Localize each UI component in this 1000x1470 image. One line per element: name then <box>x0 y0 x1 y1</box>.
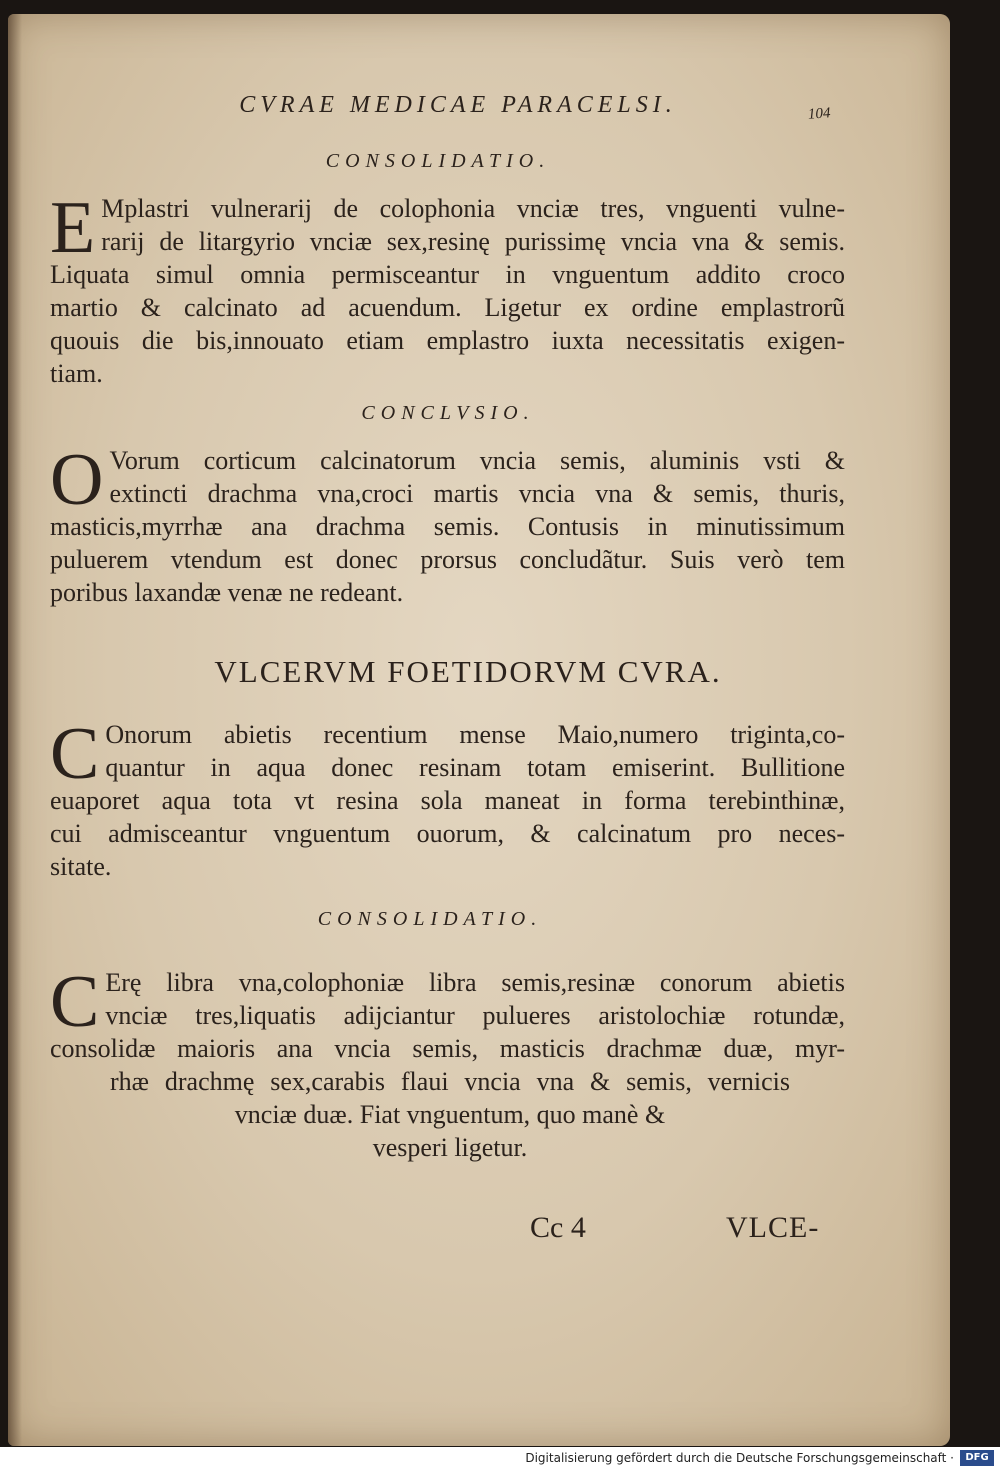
text-line: Onorum abietis recentium mense Maio,numero triginta,co- <box>105 720 845 749</box>
dropcap: C <box>50 961 100 1043</box>
dropcap: O <box>50 439 104 521</box>
paragraph-conclusio <box>50 439 845 609</box>
text-line: martio & calcinato ad acuendum. Ligetur ex ordine emplastrorũ <box>50 293 845 322</box>
dropcap: C <box>50 713 100 795</box>
dfg-logo: DFG <box>960 1450 994 1466</box>
digitization-footer <box>0 1447 1000 1470</box>
text-line: puluerem vtendum est donec prorsus concludãtur. Suis verò tem <box>50 545 845 574</box>
section-heading-consolidatio-1: CONSOLIDATIO. <box>325 150 551 172</box>
funding-credit: Digitalisierung gefördert durch die Deutsche Forschungsgemeinschaft · <box>525 1451 954 1465</box>
dropcap: E <box>50 187 96 269</box>
text-line: Vorum corticum calcinatorum vncia semis, aluminis vsti & <box>109 446 845 475</box>
text-line: masticis,myrrhæ ana drachma semis. Contusis in minutissimum <box>50 512 845 541</box>
text-line: cui admisceantur vnguentum ouorum, & calcinatum pro neces- <box>50 819 845 848</box>
text-line: vesperi ligetur. <box>372 1133 528 1162</box>
text-line: Mplastri vulnerarij de colophonia vnciæ tres, vnguenti vulne- <box>101 194 845 223</box>
paragraph-consolidatio-2 <box>50 961 845 1164</box>
text-line: quouis die bis,innouato etiam emplastro iuxta necessitatis exigen- <box>50 326 845 355</box>
section-heading-conclusio: CONCLVSIO. <box>361 402 535 424</box>
chapter-title: VLCERVM FOETIDORVM CVRA. <box>214 654 722 689</box>
catchword: VLCE- <box>726 1211 820 1244</box>
text-line: rhæ drachmę sex,carabis flaui vncia vna & semis, vernicis <box>110 1067 790 1096</box>
text-line: sitate. <box>50 852 112 881</box>
text-line: consolidæ maioris ana vncia semis, masticis drachmæ duæ, myr- <box>50 1034 845 1063</box>
paragraph-ulcerum-cura <box>50 713 845 883</box>
section-heading-consolidatio-2: CONSOLIDATIO. <box>317 908 543 930</box>
text-line: euaporet aqua tota vt resina sola maneat in forma terebinthinæ, <box>50 786 845 815</box>
text-line: Erę libra vna,colophoniæ libra semis,resinæ conorum abietis <box>105 968 845 997</box>
signature-mark: Cc 4 <box>530 1211 586 1244</box>
folio-number: 104 <box>807 105 831 123</box>
paragraph-consolidatio-1 <box>50 187 845 390</box>
book-page <box>8 14 950 1446</box>
text-line: extincti drachma vna,croci martis vncia vna & semis, thuris, <box>109 479 845 508</box>
text-line: rarij de litargyrio vnciæ sex,resinę purissimę vncia vna & semis. <box>101 227 845 256</box>
text-line: tiam. <box>50 359 103 388</box>
text-line: vnciæ tres,liquatis adijciantur pulueres aristolochiæ rotundæ, <box>105 1001 845 1030</box>
running-head: CVRAE MEDICAE PARACELSI. <box>239 92 677 118</box>
text-line: vnciæ duæ. Fiat vnguentum, quo manè & <box>234 1100 666 1129</box>
text-line: Liquata simul omnia permisceantur in vnguentum addito croco <box>50 260 845 289</box>
text-line: poribus laxandæ venæ ne redeant. <box>50 578 404 607</box>
page-spine-shadow <box>8 14 22 1446</box>
text-line: quantur in aqua donec resinam totam emiserint. Bullitione <box>105 753 845 782</box>
